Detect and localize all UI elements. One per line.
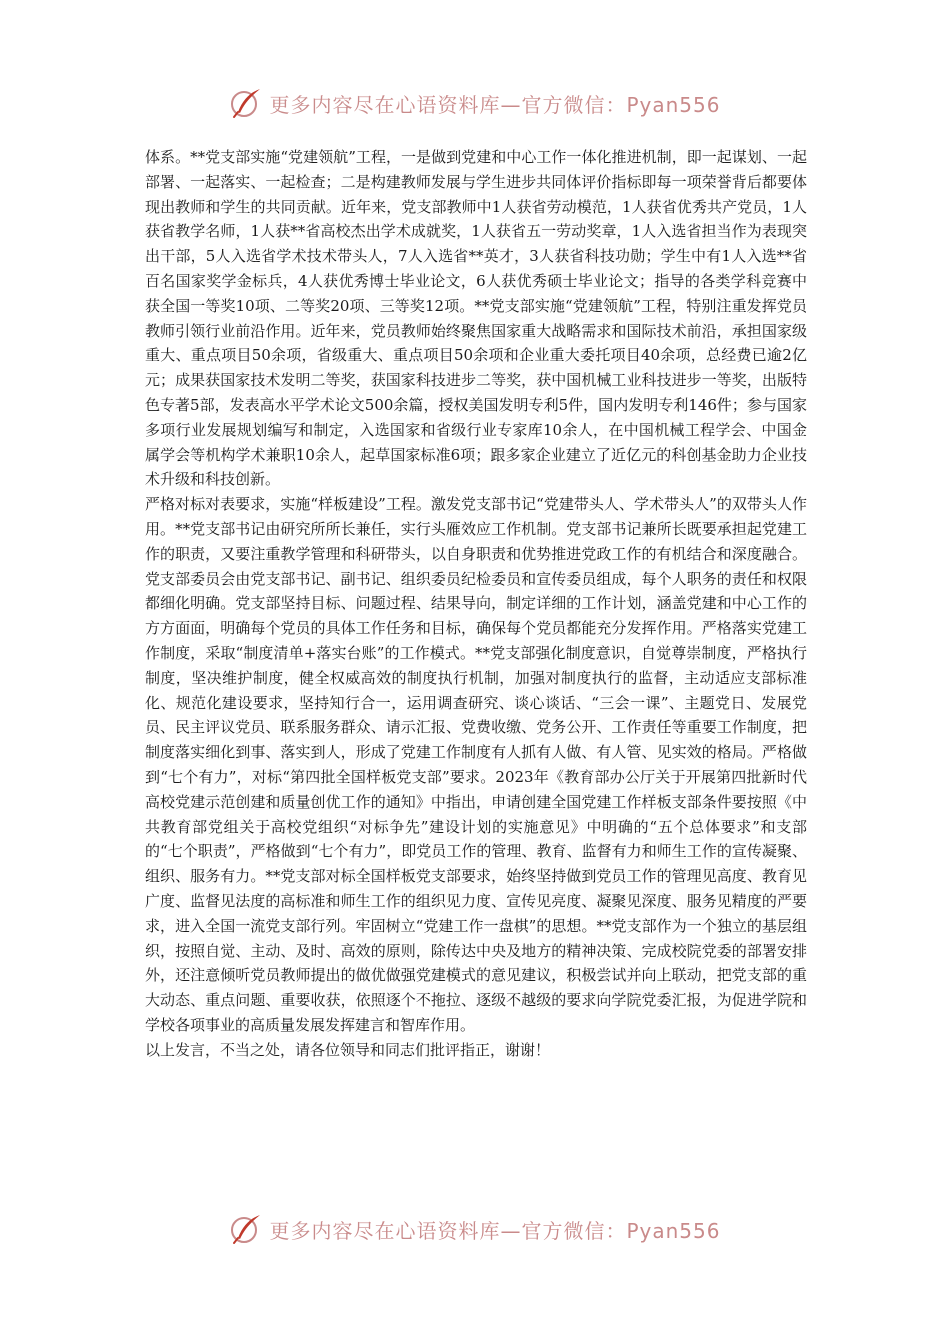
feather-pen-icon (229, 86, 263, 120)
watermark-text: 更多内容尽在心语资料库—官方微信：Pyan556 (269, 1218, 721, 1243)
paragraph-closing-remarks: 以上发言，不当之处，请各位领导和同志们批评指正，谢谢！ (145, 1040, 551, 1059)
feather-pen-icon (229, 1212, 263, 1246)
watermark-banner-top (0, 83, 950, 123)
watermark-banner-bottom (0, 1209, 950, 1249)
document-body (145, 145, 807, 1062)
paragraph-model-construction: 严格对标对表要求，实施“样板建设”工程。激发党支部书记“党建带头人、学术带头人”的双带头人作用。**党支部书记由研究所所长兼任，实行头雁效应工作机制。党支部书记兼所长既要承担起党建工作的职责，又要注重教学管理和科研带头，以自身职责和优势推进党政工作的有机结合和深度融合。党支部委员会由党支部书记、副书记、组织委员纪检委员和宣传委员组成，每个人职务的责任和权限都细化明确。党支部坚持目标、问题过程、结果导向，制定详细的工作计划，涵盖党建和中心工作的方方面面，明确每个党员的具体工作任务和目标，确保每个党员都能充分发挥作用。严格落实党建工作制度，采取“制度清单+落实台账”的工作模式。**党支部强化制度意识，自觉尊崇制度，严格执行制度，坚决维护制度，健全权威高效的制度执行机制，加强对制度执行的监督，主动适应支部标准化、规范化建设要求，坚持知行合一，运用调查研究、谈心谈话、“三会一课”、主题党日、发展党员、民主评议党员、联系服务群众、请示汇报、党费收缴、党务公开、工作责任等重要工作制度，把制度落实细化到事、落实到人，形成了党建工作制度有人抓有人做、有人管、见实效的格局。严格做到“七个有力”，对标“第四批全国样板党支部”要求。2023年《教育部办公厅关于开展第四批新时代高校党建示范创建和质量创优工作的通知》中指出，申请创建全国党建工作样板支部条件要按照《中共教育部党组关于高校党组织“对标争先”建设计划的实施意见》中明确的“五个总体要求”和支部的“七个职责”，严格做到“七个有力”，即党员工作的管理、教育、监督有力和师生工作的宣传凝聚、组织、服务有力。**党支部对标全国样板党支部要求，始终坚持做到党员工作的管理见高度、教育见广度、监督见法度的高标准和师生工作的组织见力度、宣传见亮度、凝聚见深度、服务见精度的严要求，进入全国一流党支部行列。牢固树立“党建工作一盘棋”的思想。**党支部作为一个独立的基层组织，按照自觉、主动、及时、高效的原则，除传达中央及地方的精神决策、完成校院党委的部署安排外，还注意倾听党员教师提出的做优做强党建模式的意见建议，积极尝试并向上联动，把党支部的重大动态、重点问题、重要收获，依照逐个不拖拉、逐级不越级的要求向学院党委汇报，为促进学院和学校各项事业的高质量发展发挥建言和智库作用。 (145, 495, 807, 1034)
watermark-text: 更多内容尽在心语资料库—官方微信：Pyan556 (269, 92, 721, 117)
paragraph-party-branch-leadership: 体系。**党支部实施“党建领航”工程，一是做到党建和中心工作一体化推进机制，即一起谋划、一起部署、一起落实、一起检查；二是构建教师发展与学生进步共同体评价指标即每一项荣誉背后都要体现出教师和学生的共同贡献。近年来，党支部教师中1人获省劳动模范，1人获省优秀共产党员，1人获省教学名师，1人获**省高校杰出学术成就奖，1人获省五一劳动奖章，1人入选省担当作为表现突出干部，5人入选省学术技术带头人，7人入选省**英才，3人获省科技功勋；学生中有1人入选**省百名国家奖学金标兵，4人获优秀博士毕业论文，6人获优秀硕士毕业论文；指导的各类学科竞赛中获全国一等奖10项、二等奖20项、三等奖12项。**党支部实施“党建领航”工程，特别注重发挥党员教师引领行业前沿作用。近年来，党员教师始终聚焦国家重大战略需求和国际技术前沿，承担国家级重大、重点项目50余项，省级重大、重点项目50余项和企业重大委托项目40余项，总经费已逾2亿元；成果获国家技术发明二等奖，获国家科技进步二等奖，获中国机械工业科技进步一等奖，出版特色专著5部，发表高水平学术论文500余篇，授权美国发明专利5件，国内发明专利146件；参与国家多项行业发展规划编写和制定，入选国家和省级行业专家库10余人，在中国机械工程学会、中国金属学会等机构学术兼职10余人，起草国家标准6项；跟多家企业建立了近亿元的科创基金助力企业技术升级和科技创新。 (145, 148, 807, 489)
